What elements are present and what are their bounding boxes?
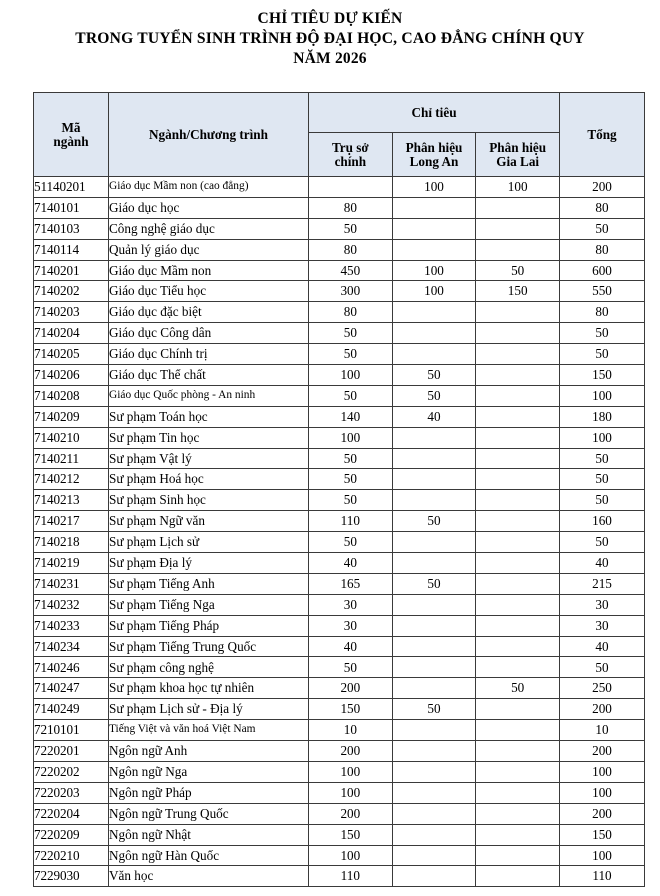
table-row bbox=[34, 302, 645, 323]
cell-main: 110 bbox=[309, 866, 393, 887]
column-header-code-line1: Mã bbox=[61, 119, 81, 135]
cell-major-code: 7220210 bbox=[34, 845, 109, 866]
cell-major-code: 7140249 bbox=[34, 699, 109, 720]
table-row bbox=[34, 573, 645, 594]
table-row bbox=[34, 532, 645, 553]
table-row bbox=[34, 197, 645, 218]
cell-main: 50 bbox=[309, 344, 393, 365]
cell-major-code: 7140204 bbox=[34, 323, 109, 344]
cell-program-name: Văn học bbox=[109, 866, 309, 887]
cell-gia-lai bbox=[476, 427, 560, 448]
cell-long-an bbox=[392, 678, 476, 699]
cell-program-name: Giáo dục Chính trị bbox=[109, 344, 309, 365]
table-row bbox=[34, 741, 645, 762]
cell-long-an bbox=[392, 469, 476, 490]
cell-gia-lai bbox=[476, 365, 560, 386]
cell-long-an bbox=[392, 845, 476, 866]
cell-gia-lai: 100 bbox=[476, 177, 560, 198]
cell-total: 100 bbox=[560, 782, 645, 803]
cell-main: 80 bbox=[309, 197, 393, 218]
cell-major-code: 7140114 bbox=[34, 239, 109, 260]
column-header-total: Tổng bbox=[560, 93, 645, 177]
document-title-block bbox=[0, 0, 660, 69]
column-header-long-an-line1: Phân hiệu bbox=[405, 139, 463, 155]
cell-main: 40 bbox=[309, 636, 393, 657]
cell-main: 140 bbox=[309, 406, 393, 427]
table-row bbox=[34, 406, 645, 427]
table-row bbox=[34, 803, 645, 824]
cell-total: 160 bbox=[560, 511, 645, 532]
cell-total: 50 bbox=[560, 344, 645, 365]
cell-gia-lai bbox=[476, 761, 560, 782]
cell-program-name: Tiếng Việt và văn hoá Việt Nam bbox=[109, 720, 309, 741]
cell-program-name: Sư phạm Vật lý bbox=[109, 448, 309, 469]
title-line-2: TRONG TUYỂN SINH TRÌNH ĐỘ ĐẠI HỌC, CAO ĐẲNG CHÍNH QUY bbox=[75, 30, 585, 47]
cell-main: 100 bbox=[309, 782, 393, 803]
cell-long-an bbox=[392, 218, 476, 239]
cell-gia-lai bbox=[476, 699, 560, 720]
cell-major-code: 7140217 bbox=[34, 511, 109, 532]
cell-program-name: Sư phạm công nghệ bbox=[109, 657, 309, 678]
table-row bbox=[34, 615, 645, 636]
cell-gia-lai bbox=[476, 239, 560, 260]
cell-total: 600 bbox=[560, 260, 645, 281]
quota-table bbox=[33, 92, 645, 887]
column-header-main-campus bbox=[309, 133, 393, 177]
cell-program-name: Giáo dục Tiểu học bbox=[109, 281, 309, 302]
cell-total: 200 bbox=[560, 803, 645, 824]
cell-gia-lai bbox=[476, 594, 560, 615]
cell-total: 10 bbox=[560, 720, 645, 741]
table-row bbox=[34, 636, 645, 657]
cell-total: 110 bbox=[560, 866, 645, 887]
column-header-gia-lai-line2: Gia Lai bbox=[496, 153, 540, 169]
cell-major-code: 7140103 bbox=[34, 218, 109, 239]
cell-main: 50 bbox=[309, 532, 393, 553]
cell-long-an: 100 bbox=[392, 260, 476, 281]
cell-gia-lai bbox=[476, 720, 560, 741]
table-row bbox=[34, 657, 645, 678]
cell-major-code: 7140208 bbox=[34, 385, 109, 406]
table-row bbox=[34, 469, 645, 490]
cell-gia-lai: 50 bbox=[476, 678, 560, 699]
cell-gia-lai bbox=[476, 406, 560, 427]
cell-gia-lai bbox=[476, 636, 560, 657]
cell-total: 150 bbox=[560, 824, 645, 845]
cell-gia-lai bbox=[476, 845, 560, 866]
cell-major-code: 7140101 bbox=[34, 197, 109, 218]
cell-major-code: 7140211 bbox=[34, 448, 109, 469]
table-row bbox=[34, 365, 645, 386]
cell-long-an bbox=[392, 803, 476, 824]
cell-main: 50 bbox=[309, 218, 393, 239]
cell-long-an bbox=[392, 532, 476, 553]
cell-gia-lai bbox=[476, 323, 560, 344]
cell-major-code: 7229030 bbox=[34, 866, 109, 887]
cell-total: 50 bbox=[560, 532, 645, 553]
cell-program-name: Sư phạm Toán học bbox=[109, 406, 309, 427]
cell-long-an: 40 bbox=[392, 406, 476, 427]
cell-total: 30 bbox=[560, 594, 645, 615]
cell-total: 50 bbox=[560, 490, 645, 511]
cell-main: 50 bbox=[309, 490, 393, 511]
cell-major-code: 7140212 bbox=[34, 469, 109, 490]
cell-major-code: 7220201 bbox=[34, 741, 109, 762]
cell-gia-lai bbox=[476, 782, 560, 803]
cell-total: 50 bbox=[560, 657, 645, 678]
column-header-quota-group: Chỉ tiêu bbox=[309, 93, 560, 133]
cell-gia-lai bbox=[476, 866, 560, 887]
cell-major-code: 7140203 bbox=[34, 302, 109, 323]
cell-program-name: Ngôn ngữ Hàn Quốc bbox=[109, 845, 309, 866]
cell-total: 100 bbox=[560, 845, 645, 866]
table-row bbox=[34, 699, 645, 720]
cell-major-code: 7140218 bbox=[34, 532, 109, 553]
cell-gia-lai bbox=[476, 218, 560, 239]
cell-total: 150 bbox=[560, 365, 645, 386]
cell-total: 80 bbox=[560, 197, 645, 218]
cell-main: 100 bbox=[309, 365, 393, 386]
cell-program-name: Giáo dục Quốc phòng - An ninh bbox=[109, 385, 309, 406]
cell-main: 80 bbox=[309, 302, 393, 323]
cell-gia-lai bbox=[476, 803, 560, 824]
cell-long-an bbox=[392, 323, 476, 344]
cell-gia-lai bbox=[476, 511, 560, 532]
cell-main: 100 bbox=[309, 761, 393, 782]
cell-total: 50 bbox=[560, 448, 645, 469]
cell-program-name: Ngôn ngữ Anh bbox=[109, 741, 309, 762]
cell-major-code: 7140234 bbox=[34, 636, 109, 657]
quota-table-container bbox=[33, 92, 645, 887]
cell-program-name: Sư phạm Lịch sử bbox=[109, 532, 309, 553]
cell-major-code: 7220203 bbox=[34, 782, 109, 803]
cell-total: 180 bbox=[560, 406, 645, 427]
cell-total: 215 bbox=[560, 573, 645, 594]
cell-long-an bbox=[392, 427, 476, 448]
title-line-3: NĂM 2026 bbox=[293, 50, 367, 67]
cell-major-code: 7140247 bbox=[34, 678, 109, 699]
cell-long-an bbox=[392, 741, 476, 762]
table-row bbox=[34, 594, 645, 615]
cell-total: 50 bbox=[560, 323, 645, 344]
table-row bbox=[34, 177, 645, 198]
cell-program-name: Ngôn ngữ Pháp bbox=[109, 782, 309, 803]
cell-long-an bbox=[392, 594, 476, 615]
cell-main: 200 bbox=[309, 741, 393, 762]
cell-program-name: Quản lý giáo dục bbox=[109, 239, 309, 260]
table-row bbox=[34, 866, 645, 887]
cell-major-code: 7140213 bbox=[34, 490, 109, 511]
cell-program-name: Ngôn ngữ Nga bbox=[109, 761, 309, 782]
cell-long-an bbox=[392, 657, 476, 678]
header-row-top bbox=[34, 93, 645, 133]
cell-total: 40 bbox=[560, 553, 645, 574]
cell-main: 165 bbox=[309, 573, 393, 594]
cell-program-name: Sư phạm khoa học tự nhiên bbox=[109, 678, 309, 699]
cell-major-code: 7140201 bbox=[34, 260, 109, 281]
cell-gia-lai bbox=[476, 657, 560, 678]
table-row bbox=[34, 427, 645, 448]
cell-major-code: 7140202 bbox=[34, 281, 109, 302]
cell-main: 30 bbox=[309, 594, 393, 615]
cell-program-name: Sư phạm Tiếng Anh bbox=[109, 573, 309, 594]
cell-long-an: 50 bbox=[392, 573, 476, 594]
cell-total: 200 bbox=[560, 699, 645, 720]
cell-main: 110 bbox=[309, 511, 393, 532]
cell-main: 300 bbox=[309, 281, 393, 302]
cell-main: 100 bbox=[309, 427, 393, 448]
table-row bbox=[34, 824, 645, 845]
cell-long-an bbox=[392, 553, 476, 574]
cell-gia-lai bbox=[476, 448, 560, 469]
cell-total: 50 bbox=[560, 218, 645, 239]
cell-long-an bbox=[392, 761, 476, 782]
cell-long-an bbox=[392, 615, 476, 636]
cell-gia-lai bbox=[476, 824, 560, 845]
column-header-code bbox=[34, 93, 109, 177]
table-row bbox=[34, 511, 645, 532]
cell-major-code: 7220204 bbox=[34, 803, 109, 824]
cell-gia-lai bbox=[476, 469, 560, 490]
cell-main: 40 bbox=[309, 553, 393, 574]
cell-gia-lai bbox=[476, 741, 560, 762]
cell-program-name: Sư phạm Sinh học bbox=[109, 490, 309, 511]
cell-program-name: Sư phạm Lịch sử - Địa lý bbox=[109, 699, 309, 720]
cell-main: 80 bbox=[309, 239, 393, 260]
table-row bbox=[34, 720, 645, 741]
cell-total: 80 bbox=[560, 302, 645, 323]
cell-main: 450 bbox=[309, 260, 393, 281]
cell-long-an: 50 bbox=[392, 365, 476, 386]
table-row bbox=[34, 782, 645, 803]
cell-gia-lai bbox=[476, 553, 560, 574]
cell-major-code: 7140206 bbox=[34, 365, 109, 386]
cell-gia-lai bbox=[476, 615, 560, 636]
table-row bbox=[34, 678, 645, 699]
column-header-program: Ngành/Chương trình bbox=[109, 93, 309, 177]
column-header-code-line2: ngành bbox=[53, 133, 89, 149]
cell-major-code: 7140209 bbox=[34, 406, 109, 427]
title-line-1: CHỈ TIÊU DỰ KIẾN bbox=[257, 10, 403, 27]
cell-program-name: Ngôn ngữ Nhật bbox=[109, 824, 309, 845]
cell-main: 50 bbox=[309, 469, 393, 490]
cell-gia-lai bbox=[476, 532, 560, 553]
cell-program-name: Sư phạm Địa lý bbox=[109, 553, 309, 574]
cell-total: 550 bbox=[560, 281, 645, 302]
cell-total: 80 bbox=[560, 239, 645, 260]
cell-gia-lai bbox=[476, 302, 560, 323]
cell-program-name: Giáo dục Mầm non bbox=[109, 260, 309, 281]
cell-program-name: Sư phạm Ngữ văn bbox=[109, 511, 309, 532]
cell-long-an: 50 bbox=[392, 385, 476, 406]
cell-major-code: 7210101 bbox=[34, 720, 109, 741]
cell-total: 40 bbox=[560, 636, 645, 657]
cell-long-an bbox=[392, 448, 476, 469]
cell-major-code: 7140232 bbox=[34, 594, 109, 615]
cell-main: 10 bbox=[309, 720, 393, 741]
table-header bbox=[34, 93, 645, 177]
cell-long-an bbox=[392, 197, 476, 218]
table-row bbox=[34, 490, 645, 511]
cell-program-name: Giáo dục Mầm non (cao đẳng) bbox=[109, 177, 309, 198]
cell-gia-lai: 150 bbox=[476, 281, 560, 302]
cell-main: 200 bbox=[309, 803, 393, 824]
cell-total: 200 bbox=[560, 177, 645, 198]
cell-major-code: 7140205 bbox=[34, 344, 109, 365]
table-row bbox=[34, 323, 645, 344]
cell-program-name: Giáo dục Công dân bbox=[109, 323, 309, 344]
table-row bbox=[34, 385, 645, 406]
cell-major-code: 7140233 bbox=[34, 615, 109, 636]
cell-major-code: 51140201 bbox=[34, 177, 109, 198]
table-row bbox=[34, 218, 645, 239]
cell-main: 200 bbox=[309, 678, 393, 699]
cell-major-code: 7220209 bbox=[34, 824, 109, 845]
cell-gia-lai bbox=[476, 490, 560, 511]
cell-long-an bbox=[392, 866, 476, 887]
cell-long-an bbox=[392, 782, 476, 803]
cell-main: 30 bbox=[309, 615, 393, 636]
cell-main: 50 bbox=[309, 323, 393, 344]
cell-gia-lai bbox=[476, 344, 560, 365]
cell-major-code: 7140231 bbox=[34, 573, 109, 594]
cell-long-an bbox=[392, 239, 476, 260]
cell-program-name: Sư phạm Hoá học bbox=[109, 469, 309, 490]
cell-program-name: Công nghệ giáo dục bbox=[109, 218, 309, 239]
cell-program-name: Giáo dục đặc biệt bbox=[109, 302, 309, 323]
cell-program-name: Sư phạm Tiếng Pháp bbox=[109, 615, 309, 636]
cell-major-code: 7140210 bbox=[34, 427, 109, 448]
column-header-gia-lai bbox=[476, 133, 560, 177]
cell-program-name: Sư phạm Tiếng Nga bbox=[109, 594, 309, 615]
table-row bbox=[34, 845, 645, 866]
column-header-long-an bbox=[392, 133, 476, 177]
cell-long-an bbox=[392, 344, 476, 365]
column-header-main-campus-line1: Trụ sở bbox=[331, 139, 369, 155]
cell-major-code: 7140246 bbox=[34, 657, 109, 678]
cell-total: 200 bbox=[560, 741, 645, 762]
cell-program-name: Giáo dục Thể chất bbox=[109, 365, 309, 386]
column-header-long-an-line2: Long An bbox=[409, 153, 459, 169]
cell-gia-lai bbox=[476, 385, 560, 406]
cell-major-code: 7140219 bbox=[34, 553, 109, 574]
cell-long-an: 50 bbox=[392, 699, 476, 720]
cell-main: 50 bbox=[309, 657, 393, 678]
cell-main: 150 bbox=[309, 699, 393, 720]
cell-long-an bbox=[392, 636, 476, 657]
cell-program-name: Giáo dục học bbox=[109, 197, 309, 218]
cell-main bbox=[309, 177, 393, 198]
cell-total: 100 bbox=[560, 761, 645, 782]
cell-gia-lai: 50 bbox=[476, 260, 560, 281]
cell-main: 150 bbox=[309, 824, 393, 845]
table-row bbox=[34, 553, 645, 574]
cell-long-an bbox=[392, 824, 476, 845]
cell-main: 50 bbox=[309, 448, 393, 469]
cell-total: 100 bbox=[560, 385, 645, 406]
table-row bbox=[34, 448, 645, 469]
table-row bbox=[34, 281, 645, 302]
cell-long-an bbox=[392, 720, 476, 741]
cell-long-an: 100 bbox=[392, 281, 476, 302]
cell-main: 50 bbox=[309, 385, 393, 406]
column-header-main-campus-line2: chính bbox=[334, 153, 367, 169]
cell-long-an bbox=[392, 490, 476, 511]
table-row bbox=[34, 260, 645, 281]
table-body bbox=[34, 177, 645, 887]
cell-major-code: 7220202 bbox=[34, 761, 109, 782]
table-row bbox=[34, 761, 645, 782]
cell-program-name: Sư phạm Tiếng Trung Quốc bbox=[109, 636, 309, 657]
cell-gia-lai bbox=[476, 573, 560, 594]
cell-total: 50 bbox=[560, 469, 645, 490]
cell-total: 100 bbox=[560, 427, 645, 448]
table-row bbox=[34, 344, 645, 365]
cell-program-name: Sư phạm Tin học bbox=[109, 427, 309, 448]
cell-long-an bbox=[392, 302, 476, 323]
cell-total: 30 bbox=[560, 615, 645, 636]
cell-total: 250 bbox=[560, 678, 645, 699]
cell-program-name: Ngôn ngữ Trung Quốc bbox=[109, 803, 309, 824]
cell-main: 100 bbox=[309, 845, 393, 866]
cell-gia-lai bbox=[476, 197, 560, 218]
column-header-gia-lai-line1: Phân hiệu bbox=[489, 139, 547, 155]
table-row bbox=[34, 239, 645, 260]
cell-long-an: 50 bbox=[392, 511, 476, 532]
cell-long-an: 100 bbox=[392, 177, 476, 198]
